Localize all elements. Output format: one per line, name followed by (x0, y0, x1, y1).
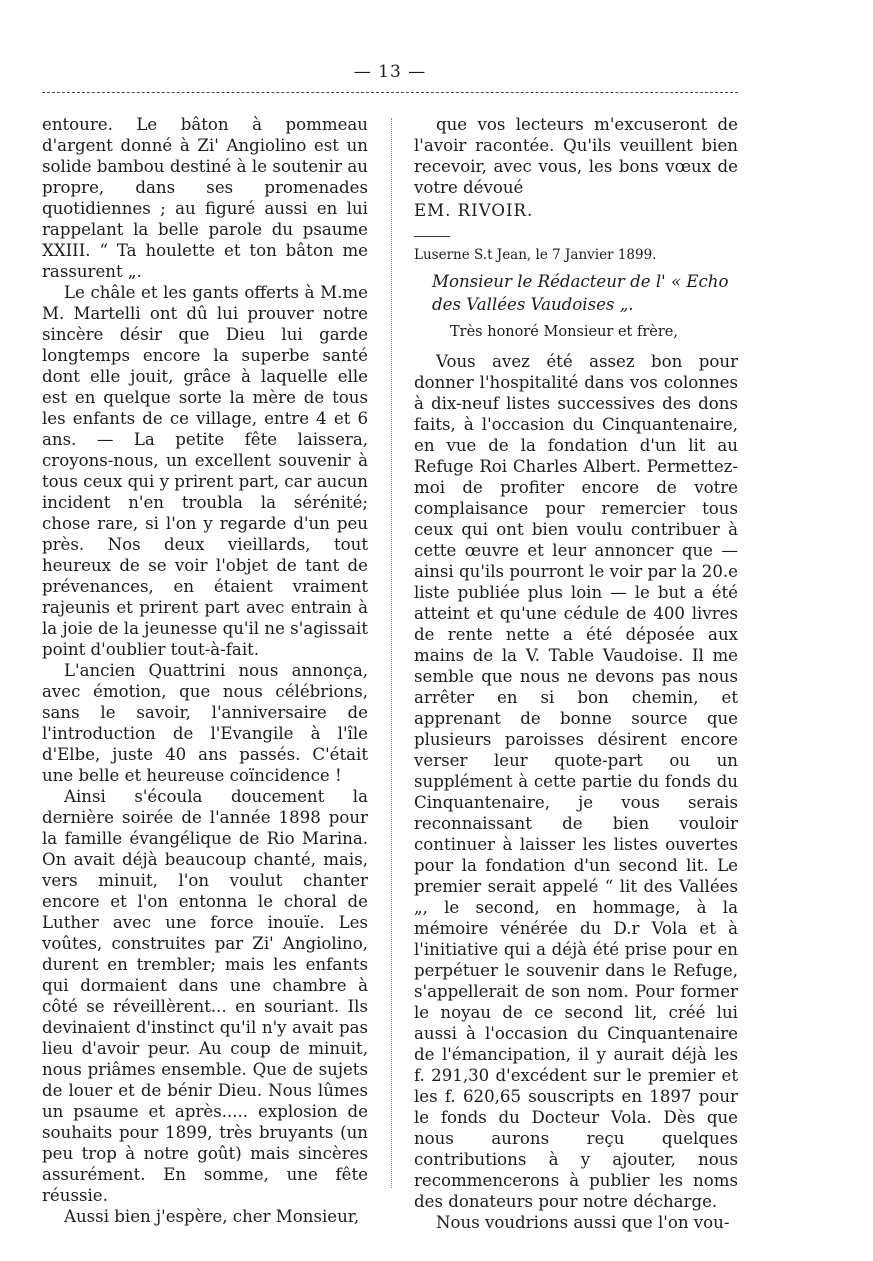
right-column (414, 114, 738, 1233)
left-paragraph-1: entoure. Le bâton à pommeau d'argent donné à Zi' Angiolino est un solide bambou destiné à le soutenir au propre, dans ses promenades quotidiennes ; au figuré aussi en lui rappelant la belle parole du psaume XXIII. “ Ta houlette et ton bâton me rassurent „. (42, 115, 368, 281)
left-paragraph-3: L'ancien Quattrini nous annonça, avec émotion, que nous célébrions, sans le savoir, l'anniversaire de l'introduction de l'Evangile à l'île d'Elbe, juste 40 ans passés. C'était une belle et heureuse coïncidence ! (42, 661, 368, 785)
left-column (42, 114, 368, 1227)
right-paragraph-1: Vous avez été assez bon pour donner l'hospitalité dans vos colonnes à dix-neuf listes successives des dons faits, à l'occasion du Cinquantenaire, en vue de la fondation d'un lit au Refuge Roi Charles Albert. Permettez-moi de profiter encore de votre complaisance pour remercier tous ceux qui ont bien voulu contribuer à cette œuvre et leur annoncer que — ainsi qu'ils pourront le voir par la 20.e liste publiée plus loin — le but a été atteint et qu'une cédule de 400 livres de rente nette a été déposée aux mains de la V. Table Vaudoise. Il me semble que nous ne devons pas nous arrêter en si bon chemin, et apprenant de bonne source que plusieurs paroisses désirent encore verser leur quote-part ou un supplément à cette partie du fonds du Cinquantenaire, je vous serais reconnaissant de bien vouloir continuer à laisser les listes ouvertes pour la fondation d'un second lit. Le premier serait appelé “ lit des Vallées „, le second, en hommage, à la mémoire vénérée du D.r Vola et à l'initiative qui a déjà été prise pour en perpétuer le souvenir dans le Refuge, s'appellerait de son nom. Pour former le noyau de ce second lit, créé lui aussi à l'occasion du Cinquantenaire de l'émancipation, il y aurait déjà les f. 291,30 d'excédent sur le premier et les f. 620,65 souscripts en 1897 pour le fonds du Docteur Vola. Dès que nous aurons reçu quelques contributions à y ajouter, nous recommencerons à publier les noms des donateurs pour notre décharge. (414, 352, 738, 1211)
letter-address: Monsieur le Rédacteur de l' « Echo des Vallées Vaudoises „. (432, 272, 729, 314)
section-separator (414, 225, 738, 239)
left-paragraph-2: Le châle et les gants offerts à M.me M. Martelli ont dû lui prouver notre sincère désir que Dieu lui garde longtemps encore la superbe santé dont elle jouit, grâce à laquelle elle est en quelque sorte la mère de tous les enfants de ce village, entre 4 et 6 ans. — La petite fête laissera, croyons-nous, un excellent souvenir à tous ceux qui y prirent part, car aucun incident n'en troubla la sérénité; chose rare, si l'on y regarde d'un peu près. Nos deux vieillards, tout heureux de se voir l'objet de tant de prévenances, en étaient vraiment rajeunis et prirent part avec entrain à la joie de la jeunesse qu'il ne s'agissait point d'oublier tout-à-fait. (42, 283, 368, 659)
letter-dateline: Luserne S.t Jean, le 7 Janvier 1899. (414, 247, 657, 263)
letter-salutation: Très honoré Monsieur et frère, (450, 324, 678, 340)
page-number: — 13 — (353, 62, 427, 82)
column-divider (391, 118, 392, 1188)
letter-continuation: que vos lecteurs m'excuseront de l'avoir racontée. Qu'ils veuillent bien recevoir, avec vous, les bons vœux de votre dévoué (414, 115, 738, 197)
right-paragraph-2: Nous voudrions aussi que l'on vou- (436, 1213, 730, 1232)
letter-signature: EM. RIVOIR. (414, 201, 534, 220)
header-rule (42, 92, 738, 93)
left-paragraph-5: Aussi bien j'espère, cher Monsieur, (64, 1207, 360, 1226)
left-paragraph-4: Ainsi s'écoula doucement la dernière soirée de l'année 1898 pour la famille évangélique de Rio Marina. On avait déjà beaucoup chanté, mais, vers minuit, l'on voulut chanter encore et l'on entonna le choral de Luther avec une force inouïe. Les voûtes, construites par Zi' Angiolino, durent en trembler; mais les enfants qui dormaient dans une chambre à côté se réveillèrent... en souriant. Ils devinaient d'instinct qu'il n'y avait pas lieu d'avoir peur. Au coup de minuit, nous priâmes ensemble. Que de sujets de louer et de bénir Dieu. Nous lûmes un psaume et après..... explosion de souhaits pour 1899, très bruyants (un peu trop à notre goût) mais sincères assurément. En somme, une fête réussie. (42, 787, 368, 1205)
